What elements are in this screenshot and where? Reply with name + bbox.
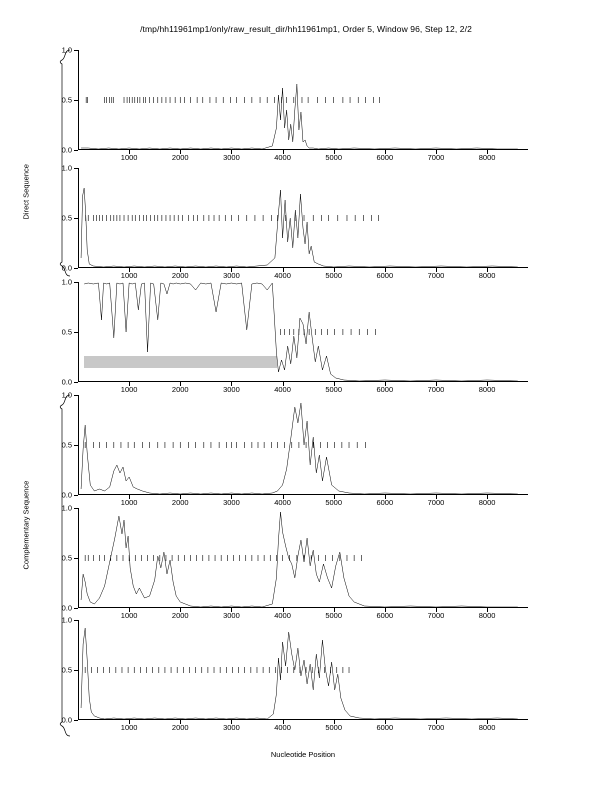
x-tick-label: 1000 <box>120 385 138 394</box>
x-tick-label: 1000 <box>120 271 138 280</box>
y-tick-label: 1.0 <box>61 277 72 287</box>
x-tick-label: 7000 <box>427 498 445 507</box>
x-tick-label: 4000 <box>274 385 291 394</box>
stop-codon-markers <box>281 329 376 335</box>
series-canvas <box>78 50 528 150</box>
x-tick-label: 6000 <box>376 153 394 162</box>
x-tick-label: 7000 <box>427 723 445 732</box>
x-tick-label: 3000 <box>223 498 240 507</box>
x-tick-label: 3000 <box>223 723 240 732</box>
y-tick-label: 0.5 <box>61 213 72 223</box>
series-canvas <box>78 168 528 268</box>
x-tick-label: 8000 <box>478 498 496 507</box>
series-canvas <box>78 395 528 495</box>
x-tick-label: 1000 <box>120 723 138 732</box>
y-tick-label: 0.0 <box>61 603 72 613</box>
x-tick-label: 7000 <box>427 385 445 394</box>
y-tick-label: 1.0 <box>61 45 72 55</box>
x-tick-label: 4000 <box>274 611 291 620</box>
x-tick-label: 7000 <box>427 611 445 620</box>
stop-codon-markers <box>86 215 379 221</box>
stop-codon-markers <box>85 555 361 561</box>
y-tick <box>74 720 78 721</box>
y-tick <box>74 150 78 151</box>
x-tick-label: 5000 <box>325 385 343 394</box>
x-tick-label: 7000 <box>427 271 445 280</box>
x-tick-label: 5000 <box>325 498 343 507</box>
x-tick-label: 5000 <box>325 723 343 732</box>
x-tick-label: 6000 <box>376 723 394 732</box>
x-tick-label: 8000 <box>478 153 496 162</box>
x-tick-label: 1000 <box>120 498 138 507</box>
x-tick-label: 3000 <box>223 611 240 620</box>
x-tick-label: 5000 <box>325 153 343 162</box>
x-tick-label: 4000 <box>274 271 291 280</box>
series-line <box>81 188 518 267</box>
x-tick-label: 5000 <box>325 271 343 280</box>
x-axis-title: Nucleotide Position <box>270 750 336 759</box>
stop-codon-markers <box>86 97 380 103</box>
y-tick-label: 0.0 <box>61 145 72 155</box>
series-line <box>81 512 518 607</box>
x-tick-label: 6000 <box>376 498 394 507</box>
x-tick-label: 4000 <box>274 153 291 162</box>
y-tick-label: 0.0 <box>61 263 72 273</box>
x-tick-label: 8000 <box>478 271 496 280</box>
y-tick-label: 0.0 <box>61 377 72 387</box>
x-tick-label: 8000 <box>478 611 496 620</box>
panel-2 <box>61 163 528 280</box>
x-tick-label: 2000 <box>171 153 189 162</box>
y-tick-label: 1.0 <box>61 503 72 513</box>
y-tick-label: 0.0 <box>61 490 72 500</box>
x-tick-label: 4000 <box>274 498 291 507</box>
y-tick <box>74 382 78 383</box>
y-tick-label: 0.5 <box>61 327 72 337</box>
series-line <box>84 283 518 381</box>
x-tick-label: 2000 <box>171 611 189 620</box>
y-tick-label: 0.5 <box>61 553 72 563</box>
x-tick-label: 2000 <box>171 271 189 280</box>
x-tick-label: 2000 <box>171 723 189 732</box>
panel-5 <box>61 503 528 620</box>
x-tick-label: 6000 <box>376 611 394 620</box>
x-tick-label: 3000 <box>223 385 240 394</box>
y-tick-label: 1.0 <box>61 163 72 173</box>
x-tick-label: 8000 <box>478 385 496 394</box>
stop-codon-markers <box>85 442 365 448</box>
panel-1 <box>61 45 528 162</box>
series-canvas <box>78 508 528 608</box>
x-tick-label: 4000 <box>274 723 291 732</box>
x-tick-label: 5000 <box>325 611 343 620</box>
y-tick <box>74 268 78 269</box>
series-canvas <box>78 282 528 382</box>
x-tick-label: 8000 <box>478 723 496 732</box>
x-tick-label: 7000 <box>427 153 445 162</box>
y-tick-label: 0.5 <box>61 95 72 105</box>
panel-6 <box>61 615 528 732</box>
x-tick-label: 3000 <box>223 271 240 280</box>
y-tick <box>74 495 78 496</box>
y-tick <box>74 608 78 609</box>
y-tick-label: 0.5 <box>61 440 72 450</box>
x-tick-label: 1000 <box>120 611 138 620</box>
y-tick-label: 1.0 <box>61 615 72 625</box>
x-tick-label: 6000 <box>376 385 394 394</box>
x-tick-label: 6000 <box>376 271 394 280</box>
x-tick-label: 2000 <box>171 498 189 507</box>
x-tick-label: 2000 <box>171 385 189 394</box>
y-tick-label: 0.0 <box>61 715 72 725</box>
figure-title: /tmp/hh11961mp1/only/raw_result_dir/hh11961mp1, Order 5, Window 96, Step 12, 2/2 <box>140 24 472 34</box>
series-line <box>81 84 518 149</box>
series-line <box>81 403 518 494</box>
panel-3 <box>61 277 528 394</box>
figure-page: /tmp/hh11961mp1/only/raw_result_dir/hh11961mp1, Order 5, Window 96, Step 12, 2/2 Direct Sequence Complementary Sequence 0.0 0.5 1.0 1000 2000 3000 4000 5000 6000 7000 8000 0.0 0.5 1.0 1000 2000 3000 4000 5000 6000 7000 8000 0.0 0.5 1.0 1000 2000 3000 4000 5000 6000 7000 8000 0.0 0.5 1.0 1000 2000 3000 4000 5000 6000 7000 8000 0.0 0.5 1.0 1000 2000 3000 4000 5000 6000 7000 8000 0.0 0.5 1.0 1000 2000 3000 4000 5000 6000 7000 8000 Nucleotide Position <box>0 0 612 792</box>
x-tick-label: 1000 <box>120 153 138 162</box>
y-tick-label: 1.0 <box>61 390 72 400</box>
y-tick-label: 0.5 <box>61 665 72 675</box>
x-tick-label: 3000 <box>223 153 240 162</box>
panel-4 <box>61 390 528 507</box>
series-canvas <box>78 620 528 720</box>
series-line <box>81 628 518 719</box>
